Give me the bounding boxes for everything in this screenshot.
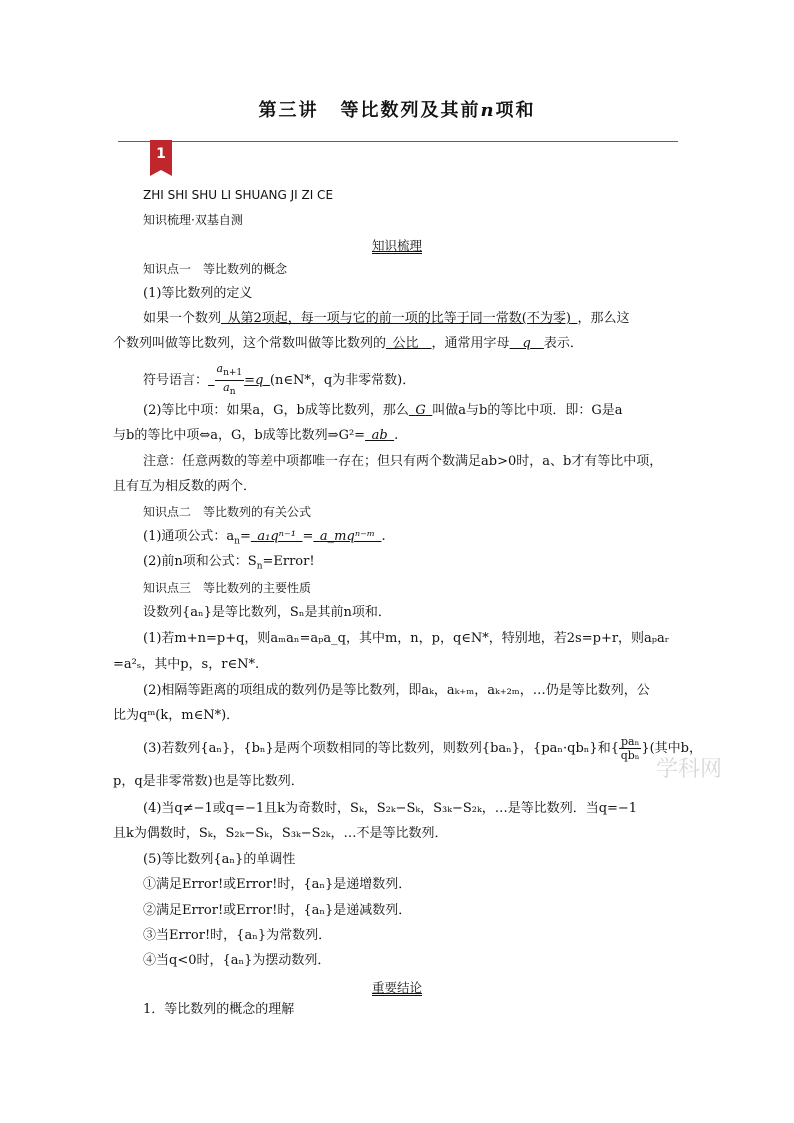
title-variable: n <box>480 100 496 121</box>
k3-property-1-cont: =a²ₛ，其中p，s，r∈N*. <box>113 657 260 672</box>
section-pinyin: ZHI SHI SHU LI SHUANG JI ZI CE <box>143 188 334 202</box>
k1-subtitle: (1)等比数列的定义 <box>143 286 253 301</box>
section-label: 知识梳理·双基自测 <box>143 213 243 227</box>
knowledge-point-3: 知识点三 等比数列的主要性质 <box>143 581 312 595</box>
k3-property-2-cont: 比为qᵐ(k，m∈N*)． <box>113 708 240 723</box>
header-rule <box>118 141 678 142</box>
section-badge: 1 <box>150 140 172 170</box>
title-suffix: 项和 <box>495 100 536 121</box>
k3-property-5: (5)等比数列{aₙ}的单调性 <box>143 852 296 867</box>
k1-symbol-language: 符号语言： $\frac{a_{n+1}}{a_n}$ =q (n∈N*，q为非零常数)． <box>143 362 416 398</box>
center-heading: 知识梳理 <box>371 238 422 253</box>
k3-property-3: (3)若数列{aₙ}，{bₙ}是两个项数相同的等比数列，则数列{baₙ}，{paₙ·qbₙ}和{ $\frac{\text{paₙ}}{\text{qbₙ}}$ }(其中b， <box>143 735 702 762</box>
k3-property-2: (2)相隔等距离的项组成的数列仍是等比数列，即aₖ，aₖ₊ₘ，aₖ₊₂ₘ，…仍是等比数列，公 <box>143 683 650 698</box>
k3-oscillating-sequence: ④当q<0时，{aₙ}为摆动数列． <box>143 953 331 968</box>
k1-note-cont: 且有互为相反数的两个． <box>113 479 257 494</box>
k2-sum-formula: (2)前n项和公式：$S_n=Error$! <box>143 554 315 572</box>
page-title <box>0 96 794 122</box>
k3-property-3-cont: p，q是非零常数)也是等比数列． <box>113 774 304 789</box>
k3-property-4: (4)当q≠−1或q=−1且k为奇数时，Sₖ，S₂ₖ−Sₖ，S₃ₖ−S₂ₖ，…是等比数列．当q=−1 <box>143 801 638 816</box>
k1-definition-cont: 个数列叫做等比数列，这个常数叫做等比数列的 公比 ，通常用字母 q 表示． <box>113 336 583 351</box>
knowledge-point-2: 知识点二 等比数列的有关公式 <box>143 505 312 519</box>
k1-definition: 如果一个数列 从第2项起，每一项与它的前一项的比等于同一常数(不为零) ，那么这 <box>143 311 630 326</box>
k1-note: 注意：任意两数的等差中项都唯一存在；但只有两个数满足ab>0时，a、b才有等比中项， <box>143 454 663 469</box>
knowledge-point-1: 知识点一 等比数列的概念 <box>143 262 288 276</box>
center-heading-2: 重要结论 <box>371 980 422 995</box>
k1-geometric-mean-cont: 与b的等比中项⇔a，G，b成等比数列⇒G²= ab . <box>113 428 399 443</box>
k3-monotonic-decreasing: ②满足Error!或Error!时，{aₙ}是递减数列． <box>143 903 412 918</box>
watermark: 学科网 <box>656 757 723 782</box>
k3-monotonic-increasing: ①满足Error!或Error!时，{aₙ}是递增数列． <box>143 877 412 892</box>
k2-general-term: (1)通项公式：$a_n=$ a₁qⁿ⁻¹ = a_mqⁿ⁻ᵐ . <box>143 529 386 547</box>
k3-property-4-cont: 且k为偶数时，Sₖ，S₂ₖ−Sₖ，S₃ₖ−S₂ₖ，…不是等比数列． <box>113 826 448 841</box>
k3-property-1: (1)若m+n=p+q，则aₘaₙ=aₚa_q，其中m，n，p，q∈N*，特别地，若2s=p+r，则aₚaᵣ <box>143 631 670 646</box>
k3-constant-sequence: ③当Error!时，{aₙ}为常数列． <box>143 928 332 943</box>
k3-intro: 设数列{aₙ}是等比数列，Sₙ是其前n项和． <box>143 605 391 620</box>
k1-geometric-mean: (2)等比中项：如果a，G，b成等比数列，那么 G 叫做a与b的等比中项．即：G是a <box>143 403 623 418</box>
lecture-number: 第三讲 <box>258 100 319 121</box>
conclusion-1: 1．等比数列的概念的理解 <box>143 1002 295 1017</box>
title-text: 等比数列及其前 <box>340 100 481 121</box>
